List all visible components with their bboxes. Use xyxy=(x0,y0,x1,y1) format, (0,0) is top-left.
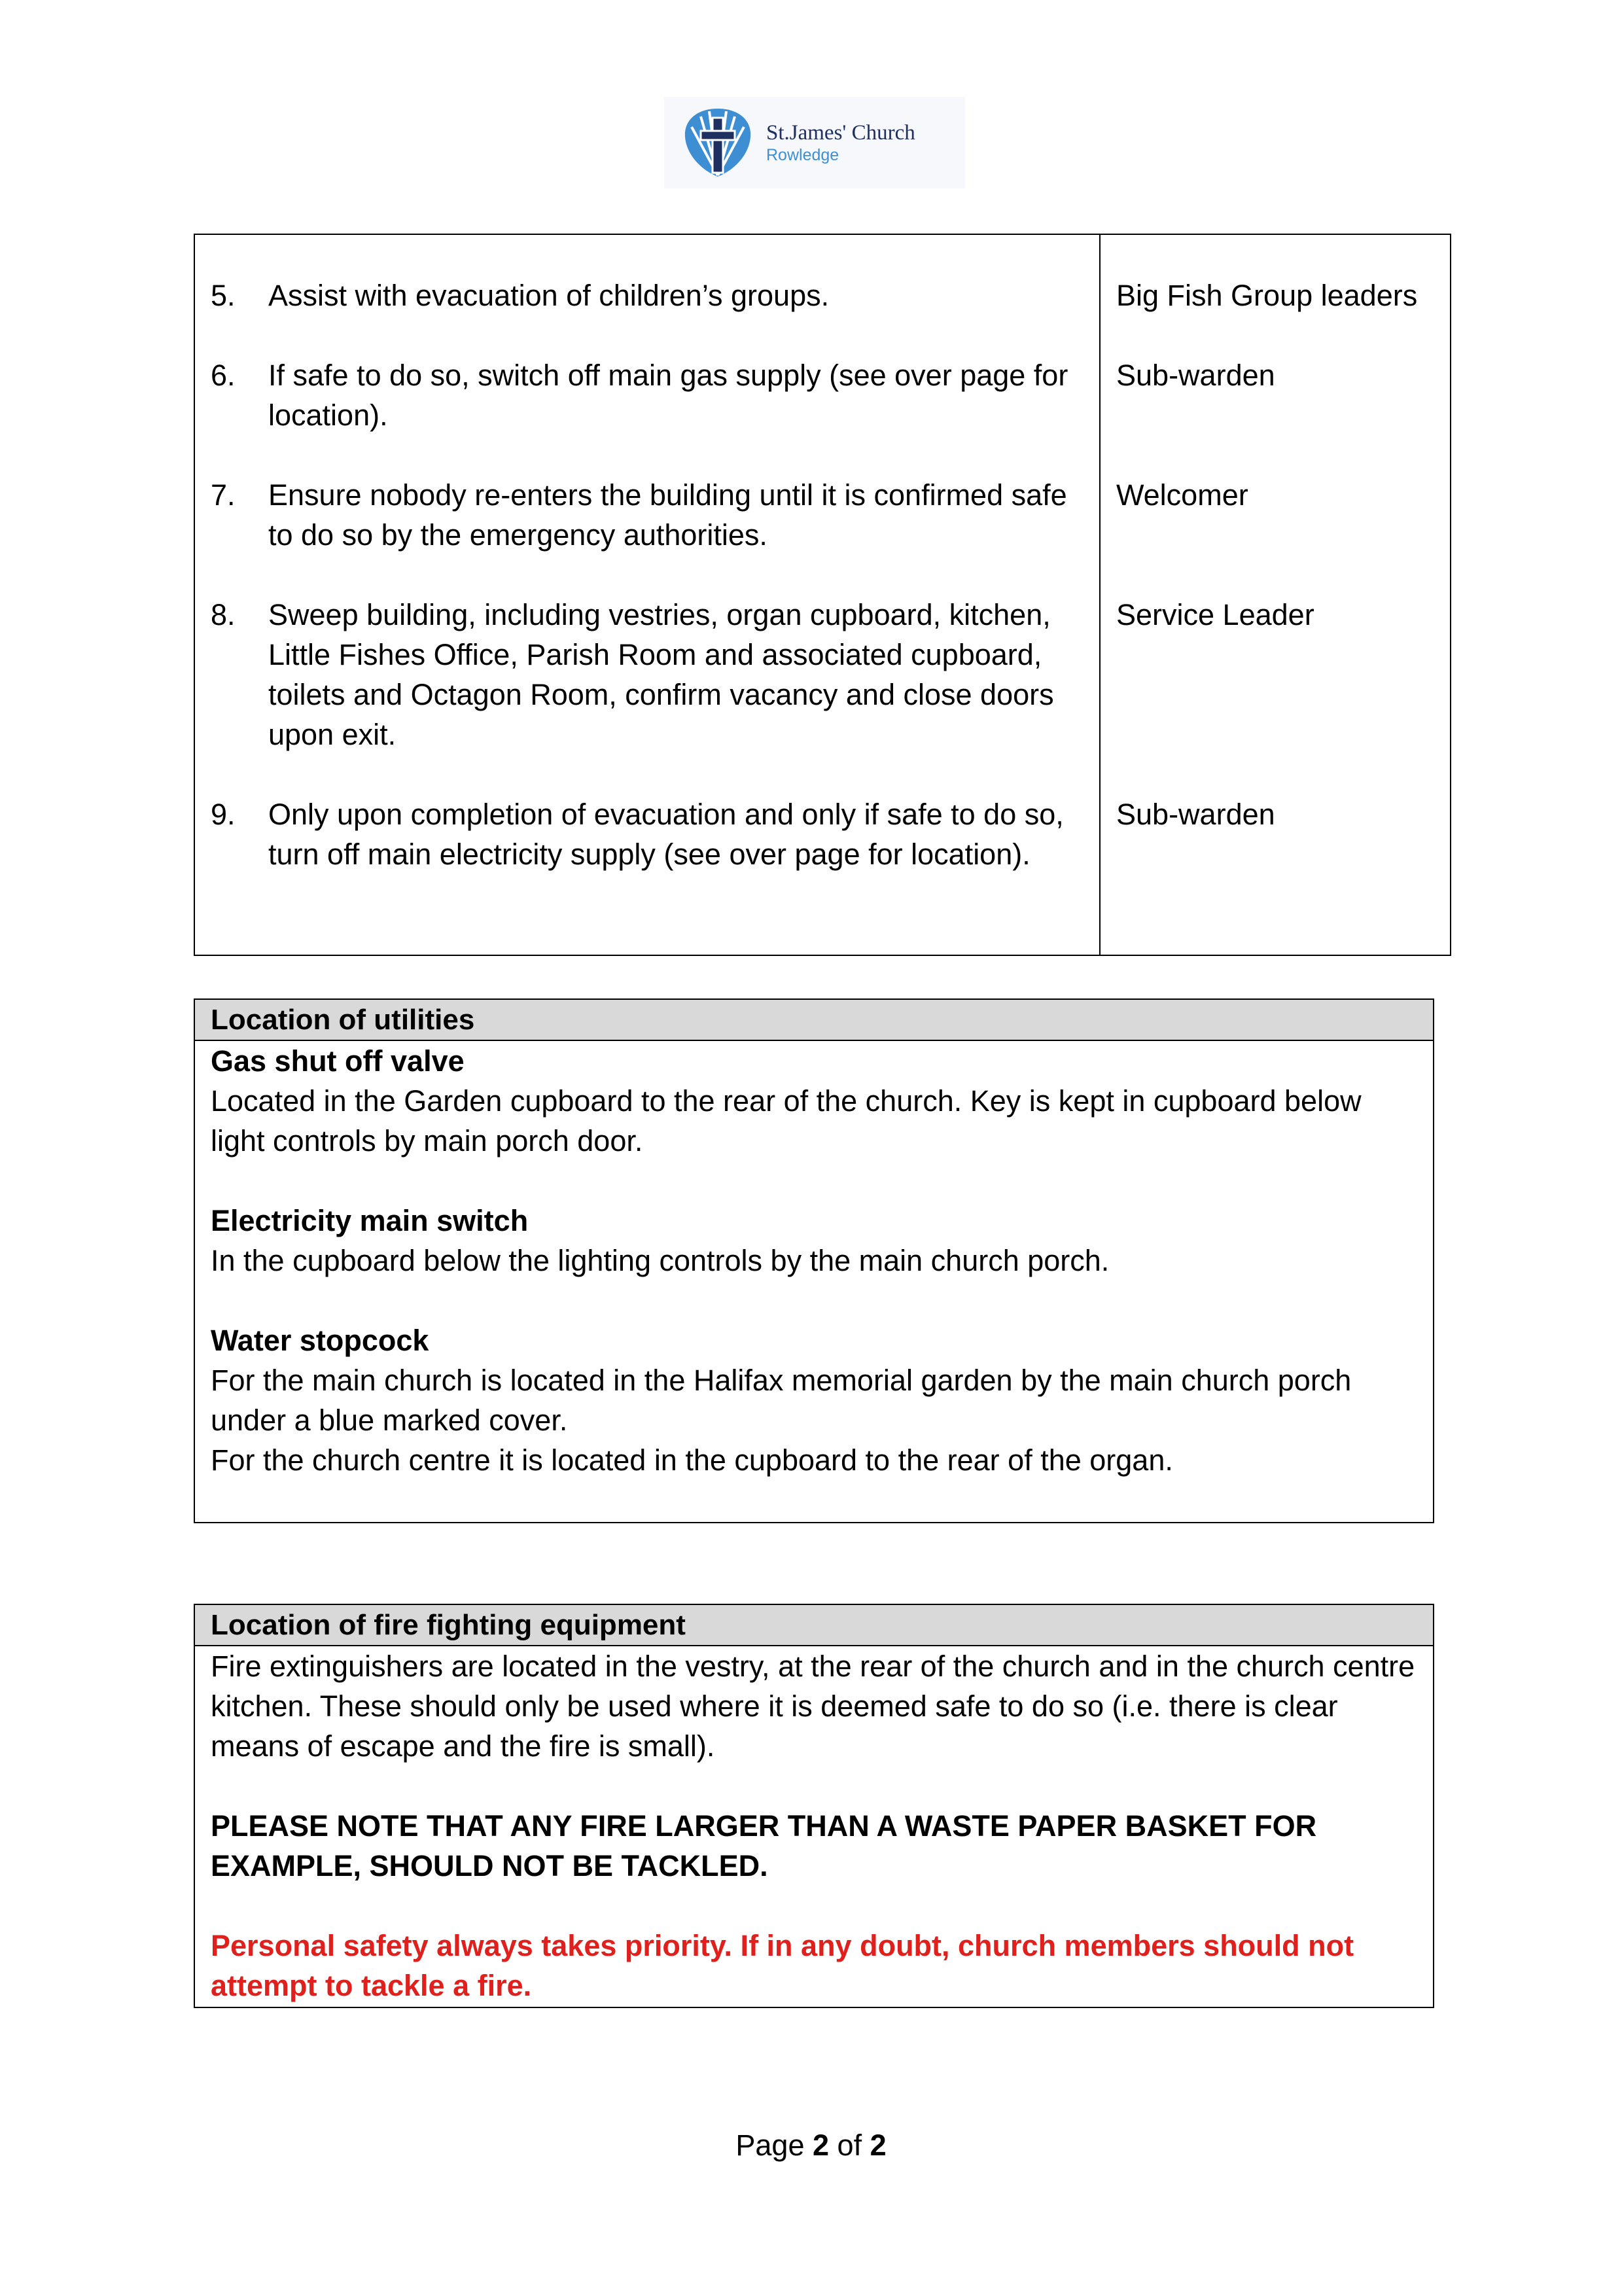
page-prefix: Page xyxy=(735,2128,805,2162)
fire-equipment-text: Fire extinguishers are located in the vestry, at the rear of the church and in the church centre kitchen. These should only be used where it is deemed safe to do so (i.e. there is clear means of escape and the fire is small). xyxy=(211,1650,1415,1763)
fire-equipment-section xyxy=(194,1604,1434,2008)
page-of: of xyxy=(837,2128,862,2162)
gas-valve-title: Gas shut off valve xyxy=(211,1044,465,1078)
fire-equipment-heading: Location of fire fighting equipment xyxy=(195,1605,1433,1646)
utilities-heading: Location of utilities xyxy=(195,1000,1433,1041)
personal-safety-warning: Personal safety always takes priority. If in any doubt, church members should not attempt to tackle a fire. xyxy=(211,1929,1354,2002)
task-responsible: Welcomer xyxy=(1116,478,1248,512)
task-text: If safe to do so, switch off main gas supply (see over page for location). xyxy=(268,359,1068,432)
logo-subtitle: Rowledge xyxy=(766,145,839,164)
task-responsible: Service Leader xyxy=(1116,598,1314,631)
task-number: 7. xyxy=(211,478,236,512)
utilities-section xyxy=(194,998,1434,1523)
task-number: 8. xyxy=(211,598,236,631)
gas-valve-text: Located in the Garden cupboard to the rear of the church. Key is kept in cupboard below light controls by main porch door. xyxy=(211,1084,1362,1157)
shell-cross-icon xyxy=(679,103,757,182)
task-text: Only upon completion of evacuation and only if safe to do so, turn off main electricity supply (see over page for location). xyxy=(268,798,1064,871)
task-number: 6. xyxy=(211,359,236,392)
fire-size-notice: PLEASE NOTE THAT ANY FIRE LARGER THAN A WASTE PAPER BASKET FOR EXAMPLE, SHOULD NOT BE TACKLED. xyxy=(211,1809,1317,1882)
task-text: Sweep building, including vestries, organ cupboard, kitchen, Little Fishes Office, Parish Room and associated cupboard, toilets and Octagon Room, confirm vacancy and close doors upon exit. xyxy=(268,598,1054,751)
task-responsible: Sub-warden xyxy=(1116,359,1275,392)
water-stopcock-text: For the church centre it is located in the cupboard to the rear of the organ. xyxy=(211,1443,1173,1477)
column-divider xyxy=(1099,235,1101,955)
task-number: 9. xyxy=(211,798,236,831)
evacuation-tasks-table xyxy=(194,234,1451,956)
task-responsible: Sub-warden xyxy=(1116,798,1275,831)
electricity-switch-title: Electricity main switch xyxy=(211,1204,529,1237)
page-number xyxy=(0,2125,1622,2165)
electricity-switch-text: In the cupboard below the lighting controls by the main church porch. xyxy=(211,1244,1110,1277)
task-responsible: Big Fish Group leaders xyxy=(1116,279,1418,312)
logo-title: St.James' Church xyxy=(766,120,915,145)
task-text: Assist with evacuation of children’s groups. xyxy=(268,279,830,312)
page-total: 2 xyxy=(870,2128,887,2162)
page-current: 2 xyxy=(813,2128,830,2162)
water-stopcock-title: Water stopcock xyxy=(211,1324,429,1357)
church-logo xyxy=(664,97,965,188)
water-stopcock-text: For the main church is located in the Halifax memorial garden by the main church porch under a blue marked cover. xyxy=(211,1364,1352,1437)
task-text: Ensure nobody re-enters the building until it is confirmed safe to do so by the emergency authorities. xyxy=(268,478,1067,552)
task-number: 5. xyxy=(211,279,236,312)
